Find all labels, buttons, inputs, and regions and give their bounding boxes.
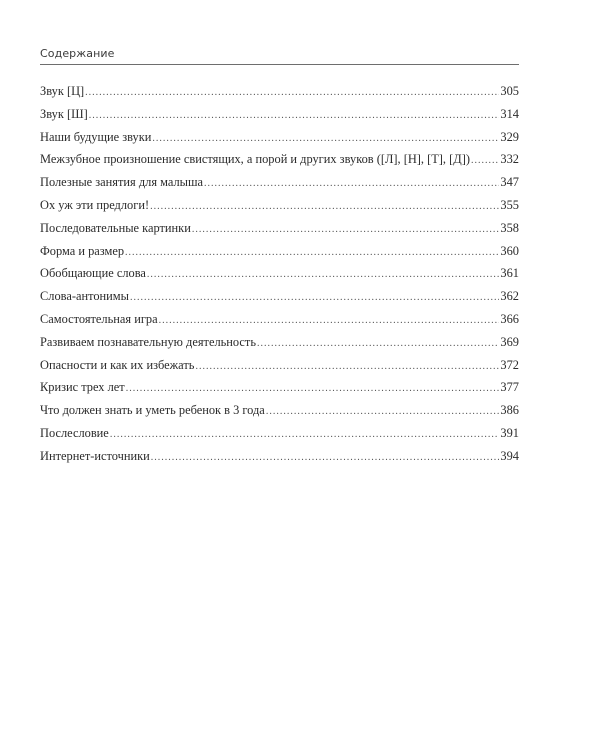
toc-entry-title: Кризис трех лет [40, 380, 125, 395]
toc-entry-page: 358 [500, 220, 519, 235]
toc-entry-page: 394 [500, 448, 519, 463]
toc-entry-page: 332 [500, 152, 519, 167]
toc-entry [40, 198, 519, 221]
toc-entry-title: Звук [Ц] [40, 84, 85, 98]
toc-entry-title: Самостоятельная игра [40, 311, 158, 326]
toc-dot-leader [125, 247, 499, 258]
toc-entry [40, 244, 519, 267]
toc-dot-leader [195, 361, 499, 372]
running-header [40, 44, 519, 65]
toc-entry-page: 366 [500, 311, 519, 326]
toc-entry-title: Развиваем познавательную деятельность [40, 334, 256, 349]
toc-entry [40, 312, 519, 335]
toc-entry [40, 335, 519, 358]
toc-entry-page: 314 [500, 106, 519, 121]
toc-dot-leader [152, 133, 499, 144]
toc-entry [40, 107, 519, 130]
toc-dot-leader [192, 224, 500, 235]
toc-entry [40, 289, 519, 312]
running-header-title: Содержание [40, 47, 115, 60]
toc-entry-page: 369 [500, 334, 519, 349]
toc-entry-page: 360 [500, 243, 519, 258]
toc-entry [40, 426, 519, 449]
toc-entry [40, 403, 519, 426]
toc-entry-title: Слова-антонимы [40, 289, 129, 304]
toc-entry-page: 355 [500, 197, 519, 212]
toc-entry-page: 347 [500, 175, 519, 190]
toc-entry-page: 372 [500, 357, 519, 372]
toc-dot-leader [126, 383, 500, 394]
toc-entry-title: Опасности и как их избежать [40, 357, 195, 372]
toc-entry [40, 221, 519, 244]
toc-entry-page: 305 [500, 84, 519, 98]
toc-entry [40, 380, 519, 403]
toc-dot-leader [159, 315, 500, 326]
toc-entry-title: Что должен знать и уметь ребенок в 3 года [40, 403, 265, 418]
toc-entry-title: Послесловие [40, 425, 109, 440]
toc-entry [40, 84, 519, 107]
toc-entry-page: 377 [500, 380, 519, 395]
toc-entry-title: Звук [Ш] [40, 106, 88, 121]
toc-entry-page: 386 [500, 403, 519, 418]
toc-entry-title: Последовательные картинки [40, 220, 191, 235]
toc-entry-title: Обобщающие слова [40, 266, 146, 281]
toc-dot-leader [130, 292, 499, 303]
toc-entry-page: 361 [500, 266, 519, 281]
toc-entry-title: Межзубное произношение свистящих, а порой и других звуков ([Л], [Н], [Т], [Д]) [40, 152, 470, 167]
toc-entry-page: 391 [500, 425, 519, 440]
toc-dot-leader [150, 201, 499, 212]
toc-dot-leader [257, 338, 499, 349]
toc-entry [40, 130, 519, 153]
toc-dot-leader [110, 429, 500, 440]
toc-dot-leader [85, 87, 499, 98]
table-of-contents [40, 84, 519, 472]
toc-entry [40, 358, 519, 381]
toc-entry [40, 175, 519, 198]
toc-entry-page: 329 [500, 129, 519, 144]
toc-dot-leader [204, 178, 499, 189]
toc-entry [40, 152, 519, 175]
toc-entry-title: Наши будущие звуки [40, 129, 152, 144]
toc-entry-title: Форма и размер [40, 243, 125, 258]
toc-dot-leader [266, 406, 500, 417]
toc-entry-title: Ох уж эти предлоги! [40, 197, 150, 212]
toc-entry-page: 362 [500, 289, 519, 304]
toc-entry [40, 266, 519, 289]
toc-dot-leader [151, 452, 500, 463]
toc-dot-leader [471, 155, 499, 166]
toc-entry-title: Интернет-источники [40, 448, 150, 463]
toc-entry [40, 449, 519, 472]
toc-dot-leader [147, 269, 500, 280]
toc-entry-title: Полезные занятия для малыша [40, 175, 204, 190]
toc-dot-leader [89, 110, 500, 121]
